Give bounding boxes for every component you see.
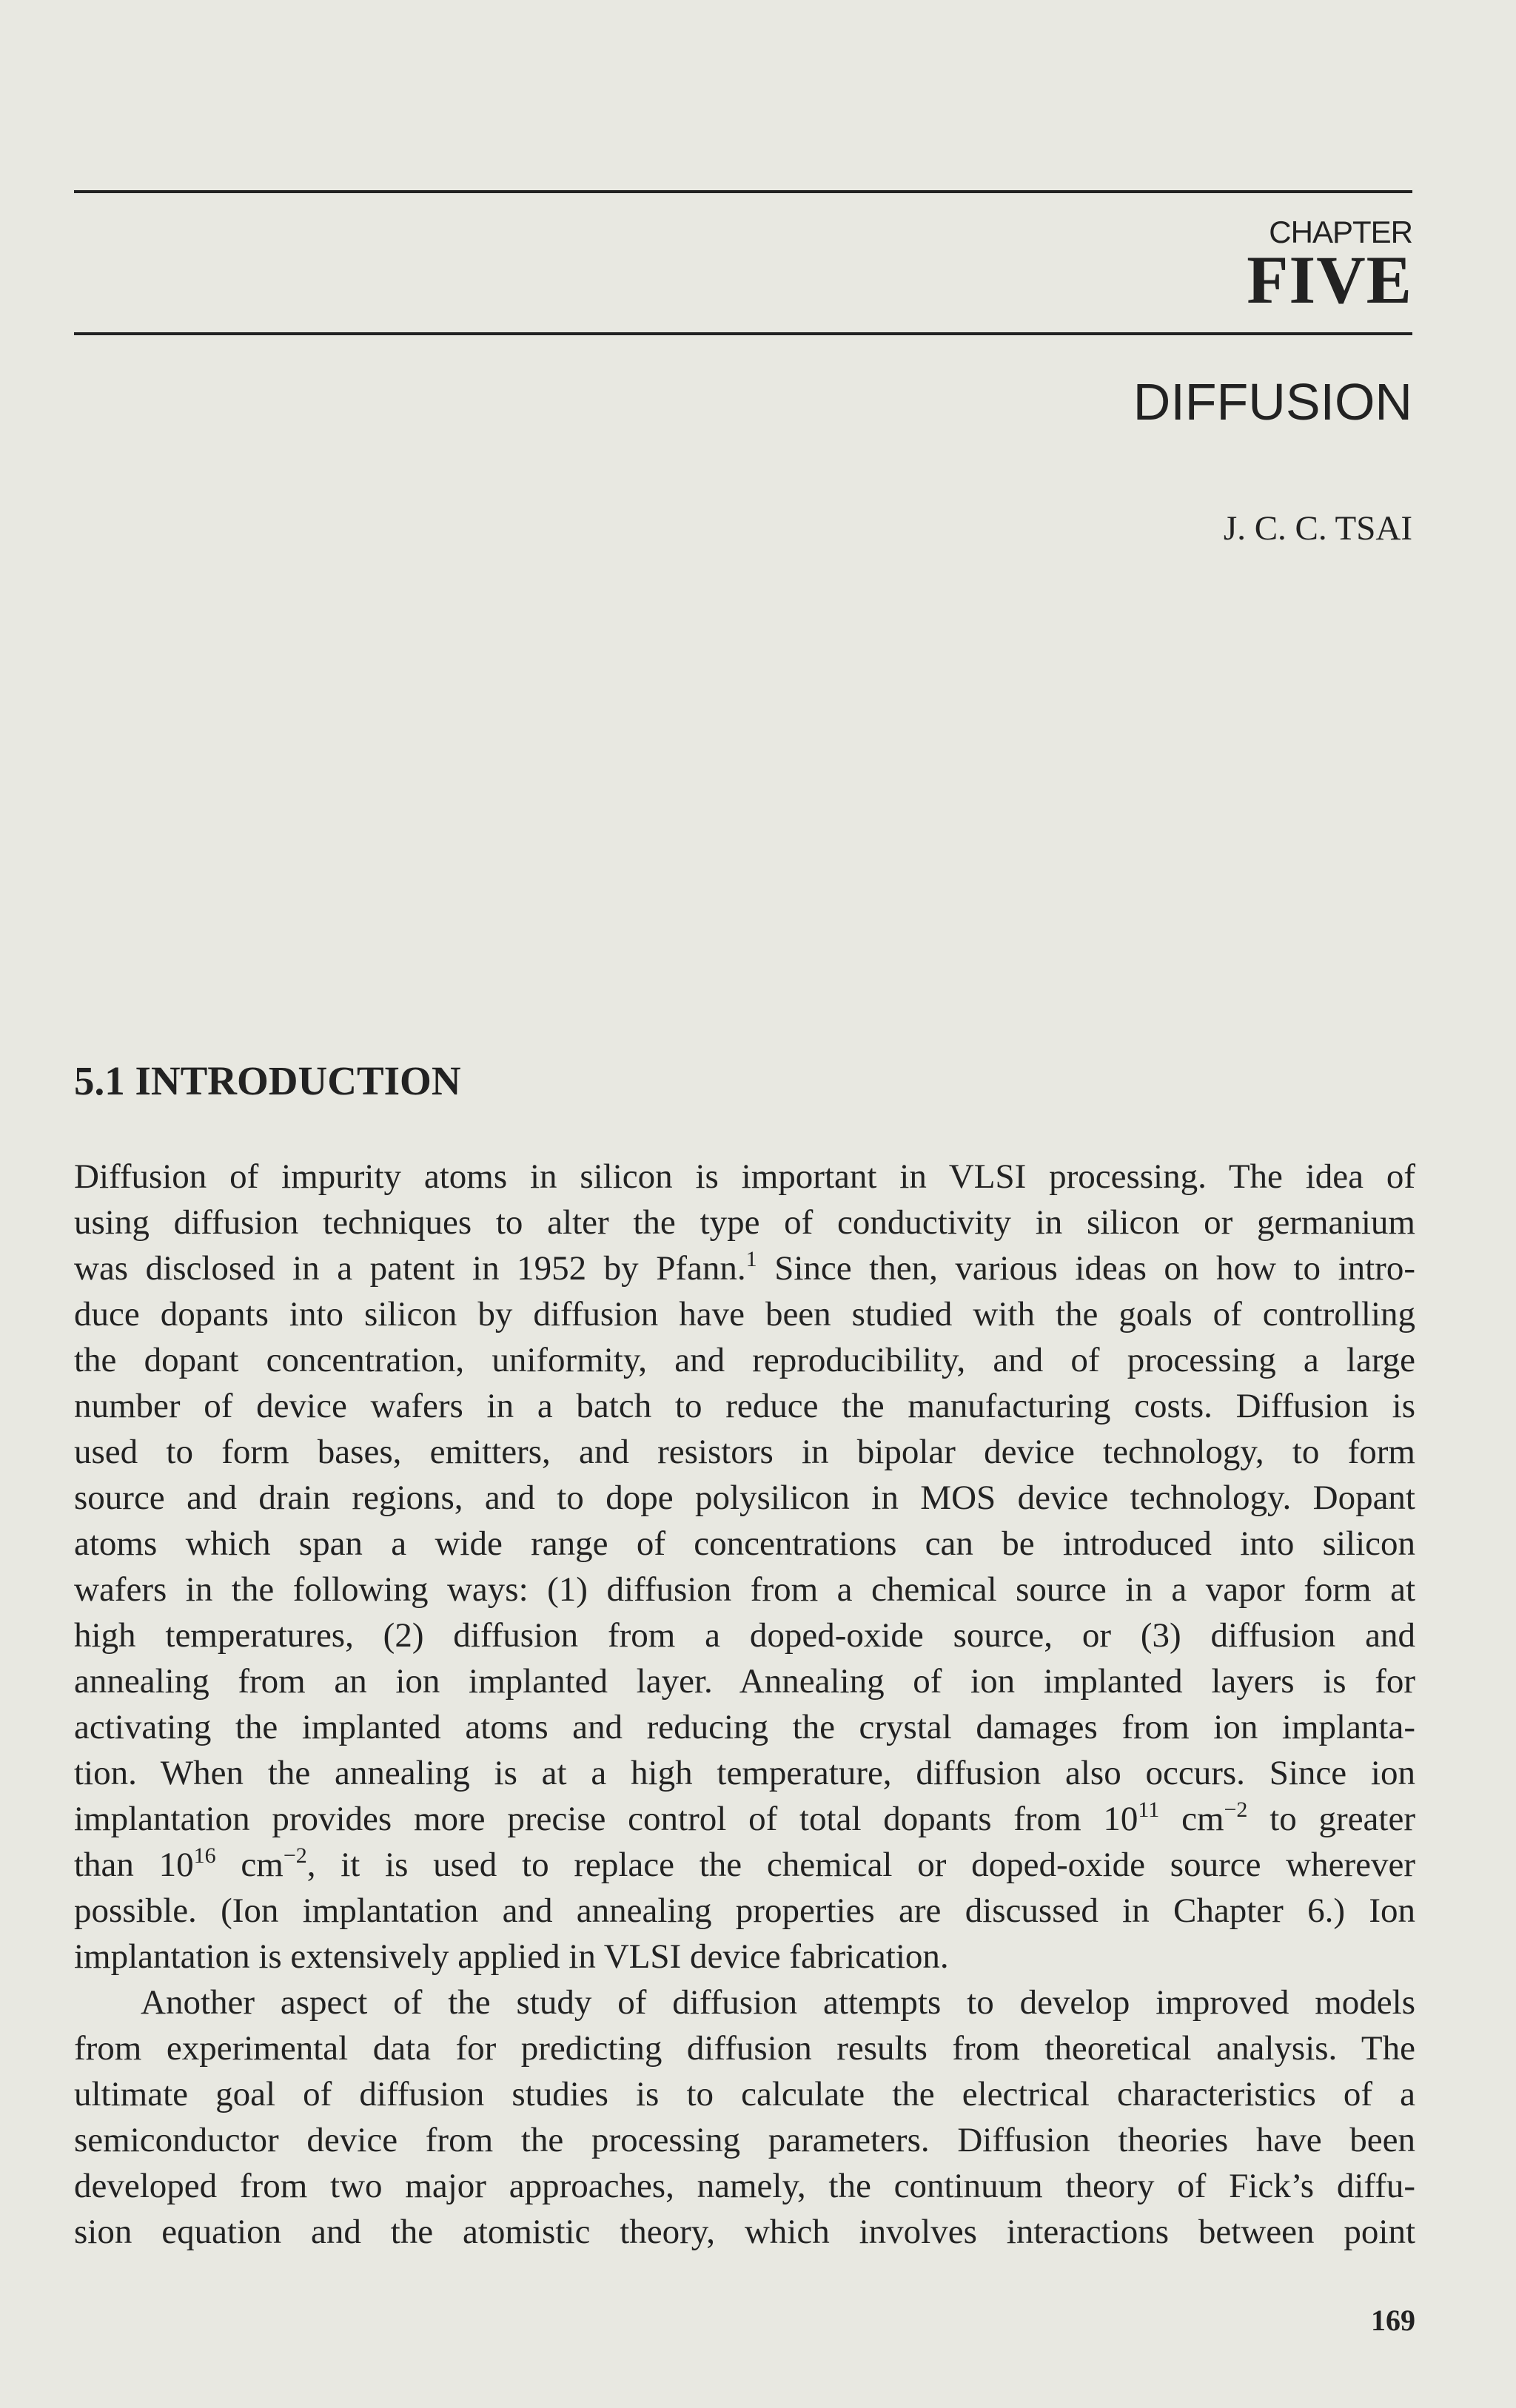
text-run: cm xyxy=(1159,1800,1224,1838)
text-run: , it is used to replace the chemical or doped-oxide source wherever xyxy=(306,1846,1415,1884)
text-run: cm xyxy=(215,1846,284,1884)
paragraph-line: duce dopants into silicon by diffusion have been studied with the goals of controlling xyxy=(74,1295,1415,1334)
paragraph-line: annealing from an ion implanted layer. Annealing of ion implanted layers is for xyxy=(74,1662,1415,1701)
paragraph-line: Another aspect of the study of diffusion attempts to develop improved models xyxy=(141,1983,1415,2022)
exponent: −2 xyxy=(283,1843,307,1868)
text-run: implantation provides more precise control of total dopants from 10 xyxy=(74,1800,1138,1838)
paragraph-line xyxy=(74,1844,1415,1886)
paragraph-line: possible. (Ion implantation and annealing properties are discussed in Chapter 6.) Ion xyxy=(74,1891,1415,1930)
paragraph-line: developed from two major approaches, namely, the continuum theory of Fick’s diffu- xyxy=(74,2167,1415,2205)
text-run: was disclosed in a patent in 1952 by Pfann. xyxy=(74,1249,746,1288)
section-heading: 5.1 INTRODUCTION xyxy=(74,1058,461,1103)
exponent: 16 xyxy=(193,1843,216,1868)
paragraph-line: used to form bases, emitters, and resistors in bipolar device technology, to form xyxy=(74,1433,1415,1471)
paragraph-line: Diffusion of impurity atoms in silicon is important in VLSI processing. The idea of xyxy=(74,1157,1415,1196)
paragraph-line: implantation is extensively applied in VLSI device fabrication. xyxy=(74,1937,949,1976)
chapter-label: CHAPTER xyxy=(1269,215,1412,249)
paragraph-line: source and drain regions, and to dope polysilicon in MOS device technology. Dopant xyxy=(74,1479,1415,1517)
paragraph-line: wafers in the following ways: (1) diffusion from a chemical source in a vapor form at xyxy=(74,1570,1415,1609)
page-number: 169 xyxy=(1371,2304,1415,2337)
exponent: −2 xyxy=(1224,1797,1248,1822)
chapter-title: DIFFUSION xyxy=(1133,373,1412,431)
chapter-number: FIVE xyxy=(1247,242,1412,317)
text-run: than 10 xyxy=(74,1846,194,1884)
text-run: Since then, various ideas on how to intro- xyxy=(757,1249,1415,1288)
exponent: 11 xyxy=(1138,1797,1160,1822)
paragraph-line: atoms which span a wide range of concentrations can be introduced into silicon xyxy=(74,1524,1415,1563)
author-name: J. C. C. TSAI xyxy=(1223,509,1412,548)
paragraph-line: high temperatures, (2) diffusion from a doped-oxide source, or (3) diffusion and xyxy=(74,1616,1415,1655)
paragraph-line: from experimental data for predicting diffusion results from theoretical analysis. The xyxy=(74,2029,1415,2068)
footnote-ref: 1 xyxy=(745,1247,757,1271)
top-rule xyxy=(74,190,1412,193)
paragraph-line: the dopant concentration, uniformity, and reproducibility, and of processing a large xyxy=(74,1341,1415,1379)
paragraph-line xyxy=(74,1248,1415,1289)
paragraph-line xyxy=(74,1798,1415,1840)
paragraph-line: tion. When the annealing is at a high temperature, diffusion also occurs. Since ion xyxy=(74,1754,1415,1792)
paragraph-line: ultimate goal of diffusion studies is to calculate the electrical characteristics of a xyxy=(74,2075,1415,2113)
paragraph-line: using diffusion techniques to alter the type of conductivity in silicon or germanium xyxy=(74,1203,1415,1242)
bottom-rule xyxy=(74,332,1412,335)
paragraph-line: number of device wafers in a batch to reduce the manufacturing costs. Diffusion is xyxy=(74,1387,1415,1425)
paragraph-line: semiconductor device from the processing parameters. Diffusion theories have been xyxy=(74,2121,1415,2159)
paragraph-line: activating the implanted atoms and reducing the crystal damages from ion implanta- xyxy=(74,1708,1415,1746)
text-run: to greater xyxy=(1247,1800,1415,1838)
paragraph-line: sion equation and the atomistic theory, which involves interactions between point xyxy=(74,2213,1415,2251)
